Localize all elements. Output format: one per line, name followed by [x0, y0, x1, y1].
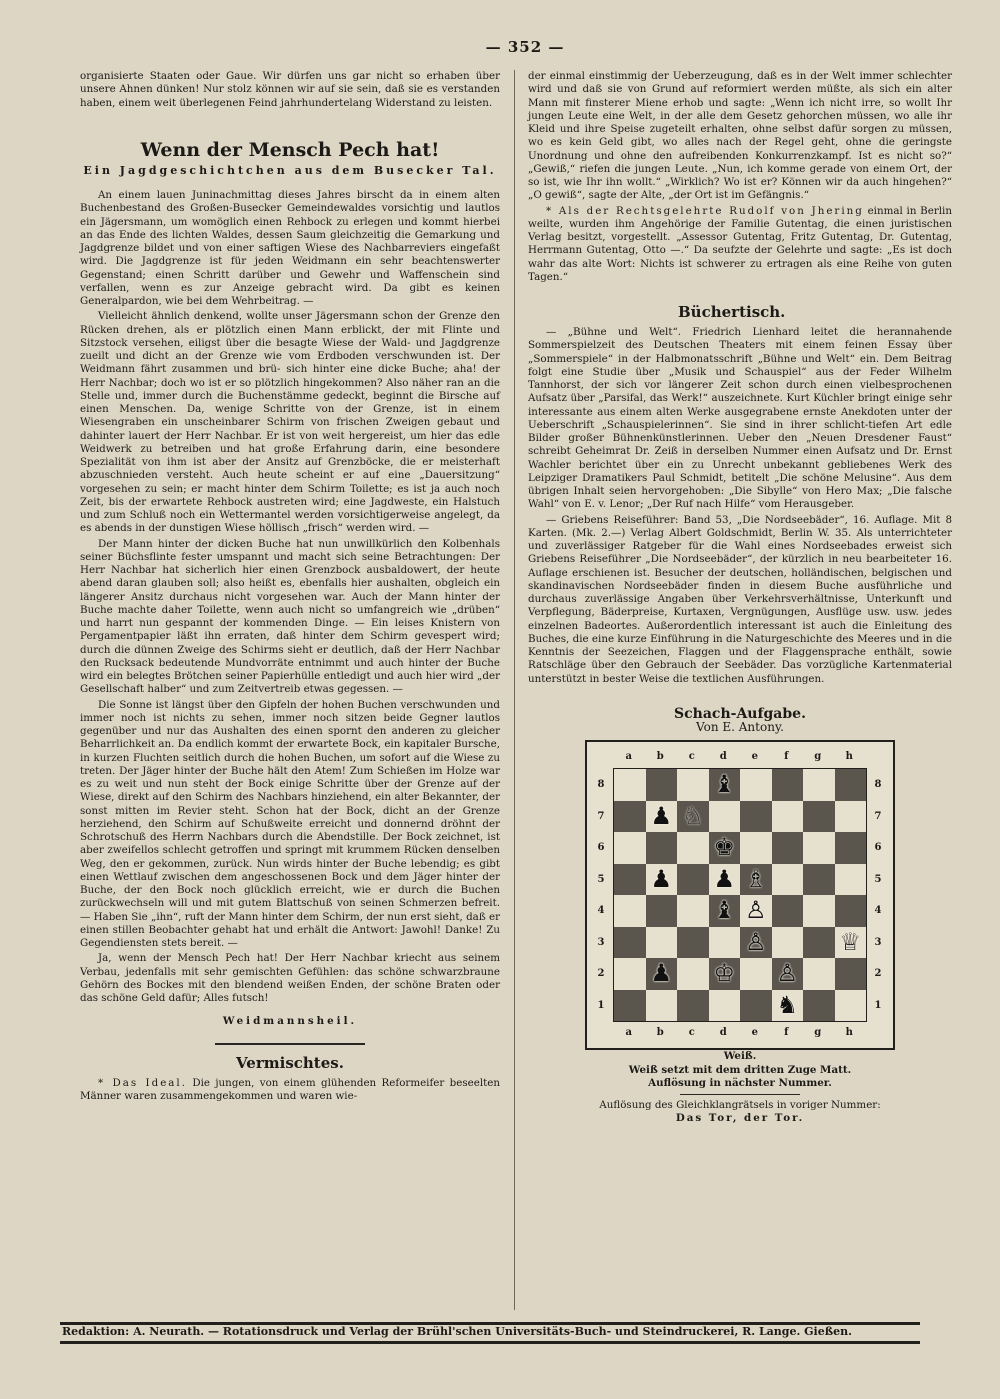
story-subtitle: Ein Jagdgeschichtchen aus dem Busecker Tal.: [83, 163, 497, 177]
square-a7: [614, 801, 646, 833]
square-b6: [646, 832, 678, 864]
chess-piece-e5: ♗: [744, 864, 767, 893]
page-number: — 352 —: [485, 38, 565, 56]
rank-label-7: 7: [597, 810, 605, 822]
section-rule: [215, 1043, 365, 1045]
square-c2: [677, 958, 709, 990]
square-e8: [740, 769, 772, 801]
square-g4: [803, 895, 835, 927]
chess-title: Schach-Aufgabe.: [674, 705, 806, 722]
chess-caption-task: Weiß setzt mit dem dritten Zuge Matt.: [628, 1063, 852, 1076]
square-b3: [646, 927, 678, 959]
square-g2: [803, 958, 835, 990]
right-column: [528, 70, 952, 1126]
chess-piece-d6: ♚: [713, 833, 735, 862]
file-label-e: e: [751, 751, 758, 763]
chess-piece-f1: ♞: [776, 990, 798, 1019]
square-a8: [614, 769, 646, 801]
square-d1: [709, 990, 741, 1022]
footer-rule-bottom: [60, 1341, 920, 1344]
rank-label-6: 6: [874, 842, 882, 854]
square-h4: [835, 895, 867, 927]
file-label-h: h: [845, 1027, 853, 1039]
rank-label-1: 1: [597, 999, 605, 1011]
rank-label-1: 1: [874, 999, 882, 1011]
square-h1: [835, 990, 867, 1022]
square-h2: [835, 958, 867, 990]
chess-piece-e3: ♙: [744, 927, 767, 956]
rank-label-7: 7: [874, 810, 882, 822]
misc-continuation: der einmal einstimmig der Ueberzeugung, daß es in der Welt immer schlechter wird und daß sie von Grund auf reformiert werden müßte, als sich ein alter Mann mit finsterer Miene erhob und sagte: „Wenn ich nicht irre, so wollt Ihr jungen Leute eine Welt, in der alle dem Gesetz gehorchen müssen, wo alle ihr Kleid und ihre Speise zugeteilt erhalten, ohne selbst dafür sorgen zu müssen, wo es kein Geld gibt, wo alles nach der Regel geht, ohne die geringste Unordnung und ohne den aufreibenden Konkurrenzkampf. Ist es nicht so?“ „Gewiß,“ riefen die jungen Leute. „Nun, ich komme gerade von einem Ort, der so ist, wie Ihr ihn wollt.“ „Wirklich? Wo ist er? Können wir da auch hingehen?“ „O gewiß“, sagte der Alte, „der Ort ist im Gefängnis.“: [528, 70, 952, 202]
rank-label-4: 4: [874, 905, 882, 917]
square-a3: [614, 927, 646, 959]
story-paragraph: Ja, wenn der Mensch Pech hat! Der Herr Nachbar kriecht aus seinem Verbau, jedenfalls mit sehr gemischten Gefühlen: das schöne schwarzbraune Gehörn des Bockes mit den blendend weißen Enden, der schöne Braten oder das schöne Geld dafür; Alles futsch!: [80, 952, 500, 1004]
chess-piece-f2: ♙: [776, 959, 798, 988]
square-b8: [646, 769, 678, 801]
chess-piece-d4: ♝: [713, 896, 735, 925]
square-e2: [740, 958, 772, 990]
misc-paragraph-text: Die jungen, von einem glühenden Reformeifer beseelten Männer waren zusammengekommen und waren wie-: [80, 1076, 500, 1102]
file-label-d: d: [719, 1027, 727, 1039]
file-label-g: g: [814, 751, 822, 763]
file-label-h: h: [845, 751, 853, 763]
square-f6: [772, 832, 804, 864]
square-g3: [803, 927, 835, 959]
story-paragraph: An einem lauen Juninachmittag dieses Jahres birscht da in einem alten Buchenbestand des Großen-Busecker Gemeindewaldes vorsichtig und lautlos ein Jägersmann, um womöglich einen Rehbock zu erlegen und kommt hierbei an das Ende des lichten Waldes, dessen Saum gleichzeitig die Gemarkung und Jagdgrenze bildet und von einer saftigen Wiese des Nachbarreviers eingefaßt wird. Die Jagdgrenze ist für jeden Weidmann ein sehr beachtenswerter Gegenstand; einen Schritt darüber und Gewehr und Waffenschein sind verfallen, wenn es zur Anzeige gebracht wird. Da gibt es keinen Generalpardon, wie bei dem Wehrbeitrag. —: [80, 189, 500, 307]
file-label-b: b: [656, 1027, 664, 1039]
square-c8: [677, 769, 709, 801]
chess-piece-d5: ♟: [713, 864, 735, 893]
square-g6: [803, 832, 835, 864]
misc-paragraph-label: * Das Ideal.: [98, 1076, 187, 1089]
file-label-g: g: [814, 1027, 822, 1039]
imprint-footer: Redaktion: A. Neurath. — Rotationsdruck und Verlag der Brühl'schen Universitäts-Buch- und Steindruckerei, R. Lange. Gießen.: [62, 1325, 852, 1338]
chess-piece-b2: ♟: [650, 959, 672, 988]
left-column: [80, 70, 500, 1103]
square-e1: [740, 990, 772, 1022]
books-section-title: Büchertisch.: [678, 303, 786, 321]
square-a1: [614, 990, 646, 1022]
rank-label-5: 5: [874, 873, 882, 885]
chess-piece-d2: ♔: [713, 959, 735, 988]
riddle-solution: Das Tor, der Tor.: [675, 1112, 805, 1125]
story-paragraph: Die Sonne ist längst über den Gipfeln der hohen Buchen verschwunden und immer noch ist nichts zu sehen, immer noch sitzen beide Gegner lautlos gegenüber und nur das Aushalten des einen spornt den anderen zu gleicher Beharrlichkeit an. Da endlich kommt der erwartete Bock, ein kapitaler Bursche, in kurzen Fluchten seitlich durch die hohen Buchen, um sofort auf die Wiese zu treten. Der Jäger hinter der Buche hält den Atem! Zum Schießen im Holze war es zu weit und nun steht der Bock einige Schritte über der Grenze auf der Wiese, direkt auf den Schirm des Nachbars hinziehend, ein alter Bekannter, der sonst mitten im Revier steht. Schon hat der Bock, dicht an der Grenze herziehend, den Schirm auf Schußweite erreicht und donnernd dröhnt der Schrotschuß des Herrn Nachbars durch die Abendstille. Der Bock zeichnet, ist aber zweifellos schlecht getroffen und springt mit krummem Rücken denselben Weg, den er gekommen, zurück. Nun wirds hinter der Buche lebendig; es gibt einen Wettlauf zwischen dem angeschossenen Bock und dem Jäger hinter der Buche, der den Bock noch glücklich erreicht, wie er durch die Buchen zurückwechseln will und mit gutem Blattschuß von seinen Schmerzen befreit. — Haben Sie „ihn“, ruft der Mann hinter dem Schirm, der nun erst sieht, daß er einen stillen Beobachter gehabt hat und erhält die Antwort: Jawohl! Danke! Zu Gegendiensten stets bereit. —: [80, 698, 500, 949]
square-b1: [646, 990, 678, 1022]
square-a5: [614, 864, 646, 896]
chess-piece-c7: ♘: [681, 801, 704, 830]
rank-label-2: 2: [597, 968, 605, 980]
intro-paragraph: organisierte Staaten oder Gaue. Wir dürfen uns gar nicht so erhaben über unsere Ahnen dünken! Nur stolz können wir auf sie sein, daß sie es verstanden haben, einem weit überlegenen Feind jahrhundertelang Widerstand zu leisten.: [80, 70, 500, 109]
chess-board-grid: [613, 768, 867, 1022]
square-h8: [835, 769, 867, 801]
file-label-d: d: [719, 751, 727, 763]
chess-caption-solution: Auflösung in nächster Nummer.: [648, 1076, 832, 1089]
file-label-e: e: [751, 1027, 758, 1039]
file-label-b: b: [656, 751, 664, 763]
chess-piece-b7: ♟: [650, 801, 672, 830]
square-e6: [740, 832, 772, 864]
anecdote-paragraph: [528, 205, 952, 285]
story-signoff: Weidmannsheil.: [222, 1015, 358, 1028]
square-f8: [772, 769, 804, 801]
file-label-a: a: [625, 1027, 632, 1039]
square-h7: [835, 801, 867, 833]
square-f4: [772, 895, 804, 927]
file-label-a: a: [625, 751, 632, 763]
section-rule: [680, 1094, 800, 1095]
square-a2: [614, 958, 646, 990]
square-g8: [803, 769, 835, 801]
chess-piece-d8: ♝: [713, 770, 735, 799]
rank-label-3: 3: [874, 936, 882, 948]
square-d3: [709, 927, 741, 959]
square-d7: [709, 801, 741, 833]
square-c1: [677, 990, 709, 1022]
story-title: Wenn der Mensch Pech hat!: [140, 138, 440, 161]
square-c5: [677, 864, 709, 896]
rank-label-8: 8: [597, 779, 605, 791]
square-a4: [614, 895, 646, 927]
square-c3: [677, 927, 709, 959]
story-paragraph: Der Mann hinter der dicken Buche hat nun unwillkürlich den Kolbenhals seiner Büchsflinte fester umspannt und macht sich seine Betrachtungen: Der Herr Nachbar hat sicherlich hier einen Grenzbock ausbaldowert, der heute abend daran glauben soll; also heißt es, ebenfalls hier aushalten, obgleich ein längerer Ansitz durchaus nicht vorgesehen war. Auch der Mann hinter der Buche machte daher Toilette, wenn auch nicht so umfangreich wie „drüben“ und harrt nun gespannt der kommenden Dinge. — Ein leises Knistern von Pergamentpapier läßt ihn erraten, daß hinter dem Schirm gevespert wird; durch die dünnen Zweige des Schirms sieht er deutlich, daß der Herr Nachbar den Rucksack bedeutende Mundvorräte entnimmt und auch hinter der Buche wird ein belegtes Brötchen seiner Papierhülle entledigt und auch hier wird „der Gesellschaft halber“ und zum Zeitvertreib etwas gegessen. —: [80, 537, 500, 696]
rank-label-4: 4: [597, 905, 605, 917]
square-h5: [835, 864, 867, 896]
square-f5: [772, 864, 804, 896]
misc-section-title: Vermischtes.: [236, 1053, 344, 1072]
square-g5: [803, 864, 835, 896]
square-c6: [677, 832, 709, 864]
square-f7: [772, 801, 804, 833]
anecdote-text: einmal in Berlin weilte, wurden ihm Angehörige der Familie Gutentag, die einen juristischen Verlag besitzt, vorgestellt. „Assessor Gutentag, Fritz Gutentag, Dr. Gutentag, Herrmann Gutentag, Otto —.“ Da seufzte der Gelehrte und sagte: „Es ist doch wahr das alte Wort: Nichts ist schwerer zu ertragen als eine Reihe von guten Tagen.“: [528, 204, 952, 283]
rank-label-6: 6: [597, 842, 605, 854]
file-label-f: f: [784, 1027, 789, 1039]
square-g1: [803, 990, 835, 1022]
chess-board: [585, 740, 895, 1050]
anecdote-label: * Als der Rechtsgelehrte Rudolf von Jhering: [546, 204, 864, 217]
books-paragraph: — „Bühne und Welt“. Friedrich Lienhard leitet die herannahende Sommerspielzeit des Deutschen Theaters mit einem feinen Essay über „Sommerspiele“ in der Halbmonatsschrift „Bühne und Welt“ ein. Dem Beitrag folgt eine Studie über „Musik und Schauspiel“ aus der Feder Wilhelm Tannhorst, der sich vor längerer Zeit schon durch einen vielbesprochenen Aufsatz über „Parsifal, das Werk!“ auszeichnete. Kurt Küchler bringt einige sehr interessante aus einem alten Werke ausgegrabene ernste Anekdoten unter der Ueberschrift „Schauspielerinnen“. Sie sind in ihrer schlicht-tiefen Art edle Bilder großer Bühnenkünstlerinnen. Ueber den „Neuen Dresdener Faust“ schreibt Geheimrat Dr. Zeiß in derselben Nummer einen Aufsatz und Dr. Ernst Wachler berichtet über ein zu Unrecht unbekannt gebliebenes Werk des Leipziger Dramatikers Paul Schmidt, betitelt „Die schöne Melusine“. Aus dem übrigen Inhalt seien hervorgehoben: „Die Sibylle“ von Hero Max; „Die falsche Wahl“ von E. v. Lenor; „Der Ruf nach Hilfe“ vom Herausgeber.: [528, 326, 952, 511]
rank-label-8: 8: [874, 779, 882, 791]
chess-author: Von E. Antony.: [696, 720, 784, 734]
square-c4: [677, 895, 709, 927]
rank-label-3: 3: [597, 936, 605, 948]
chess-piece-h3: ♕: [839, 927, 861, 956]
file-label-c: c: [688, 1027, 695, 1039]
square-a6: [614, 832, 646, 864]
file-label-f: f: [784, 751, 789, 763]
square-b4: [646, 895, 678, 927]
books-paragraph: — Griebens Reiseführer: Band 53, „Die Nordseebäder“, 16. Auflage. Mit 8 Karten. (Mk. 2.—) Verlag Albert Goldschmidt, Berlin W. 35. Als unterrichteter und zuverlässiger Ratgeber für die Wahl eines Nordseebades erweist sich Griebens Reiseführer „Die Nordseebäder“, der kürzlich in neu bearbeiteter 16. Auflage erschienen ist. Besucher der deutschen, holländischen, belgischen und skandinavischen Nordseebäder finden in diesem Buche ausführliche und durchaus zuverlässige Angaben über Verkehrsverhältnisse, Unterkunft und Verpflegung, Bäderpreise, Kurtaxen, Vergnügungen, Ausflüge usw. usw. jedes einzelnen Badeortes. Außerordentlich interessant ist auch die Einleitung des Buches, die eine kurze Einführung in die Naturgeschichte des Meeres und in die Kenntnis der Seezeichen, Flaggen und der Flaggensprache enthält, sowie Ratschläge über den Gebrauch der Seebäder. Das vorzügliche Kartenmaterial unterstützt in bester Weise die textlichen Ausführungen.: [528, 513, 952, 685]
chess-piece-b5: ♟: [650, 864, 672, 893]
riddle-solution-intro: Auflösung des Gleichklangrätsels in voriger Nummer:: [599, 1099, 881, 1111]
story-paragraph: Vielleicht ähnlich denkend, wollte unser Jägersmann schon der Grenze den Rücken drehen, als er plötzlich einen Mann erblickt, der mit Flinte und Sitzstock versehen, eiligst über die besagte Wiese der Wald- und Jagdgrenze zueilt und dicht an der Grenze wie vom Erdboden verschwunden ist. Der Weidmann fährt zusammen und brü- sich hinter eine dicke Buche; aha! der Herr Nachbar; doch wo ist er so plötzlich hingekommen? Also näher ran an die Stelle und, immer durch die Buchenstämme gedeckt, beginnt die Birsche auf einen Menschen. Da, wenige Schritte von der Grenze, ist in einem Wiesengraben ein unscheinbarer Schirm von frischen Zweigen gebaut und dahinter lauert der Herr Nachbar. Er ist von weit hergereist, um hier das edle Weidwerk zu betreiben und hat große Erfahrung darin, eine besondere Spezialität von ihm ist aber der Ansitz auf Grenzböcke, die er meisterhaft abzuschnieden versteht. Auch heute scheint er auf eine „Dauersitzung“ vorgesehen zu sein; er macht hinter dem Schirm Toilette; es ist ja auch noch Zeit, bis der erwartete Rehbock austreten wird; eine Jagdweste, ein Halstuch und zum Schluß noch ein Wettermantel werden vorsichtigerweise angelegt, da es abends in der dunstigen Wiese höllisch „frisch“ werden wird. —: [80, 310, 500, 535]
square-f3: [772, 927, 804, 959]
square-g7: [803, 801, 835, 833]
rank-label-5: 5: [597, 873, 605, 885]
square-h6: [835, 832, 867, 864]
chess-piece-e4: ♙: [744, 896, 767, 925]
file-label-c: c: [688, 751, 695, 763]
rank-label-2: 2: [874, 968, 882, 980]
square-e7: [740, 801, 772, 833]
column-divider: [514, 70, 515, 1310]
misc-paragraph: [80, 1077, 500, 1104]
chess-caption-white: Weiß.: [723, 1050, 757, 1063]
